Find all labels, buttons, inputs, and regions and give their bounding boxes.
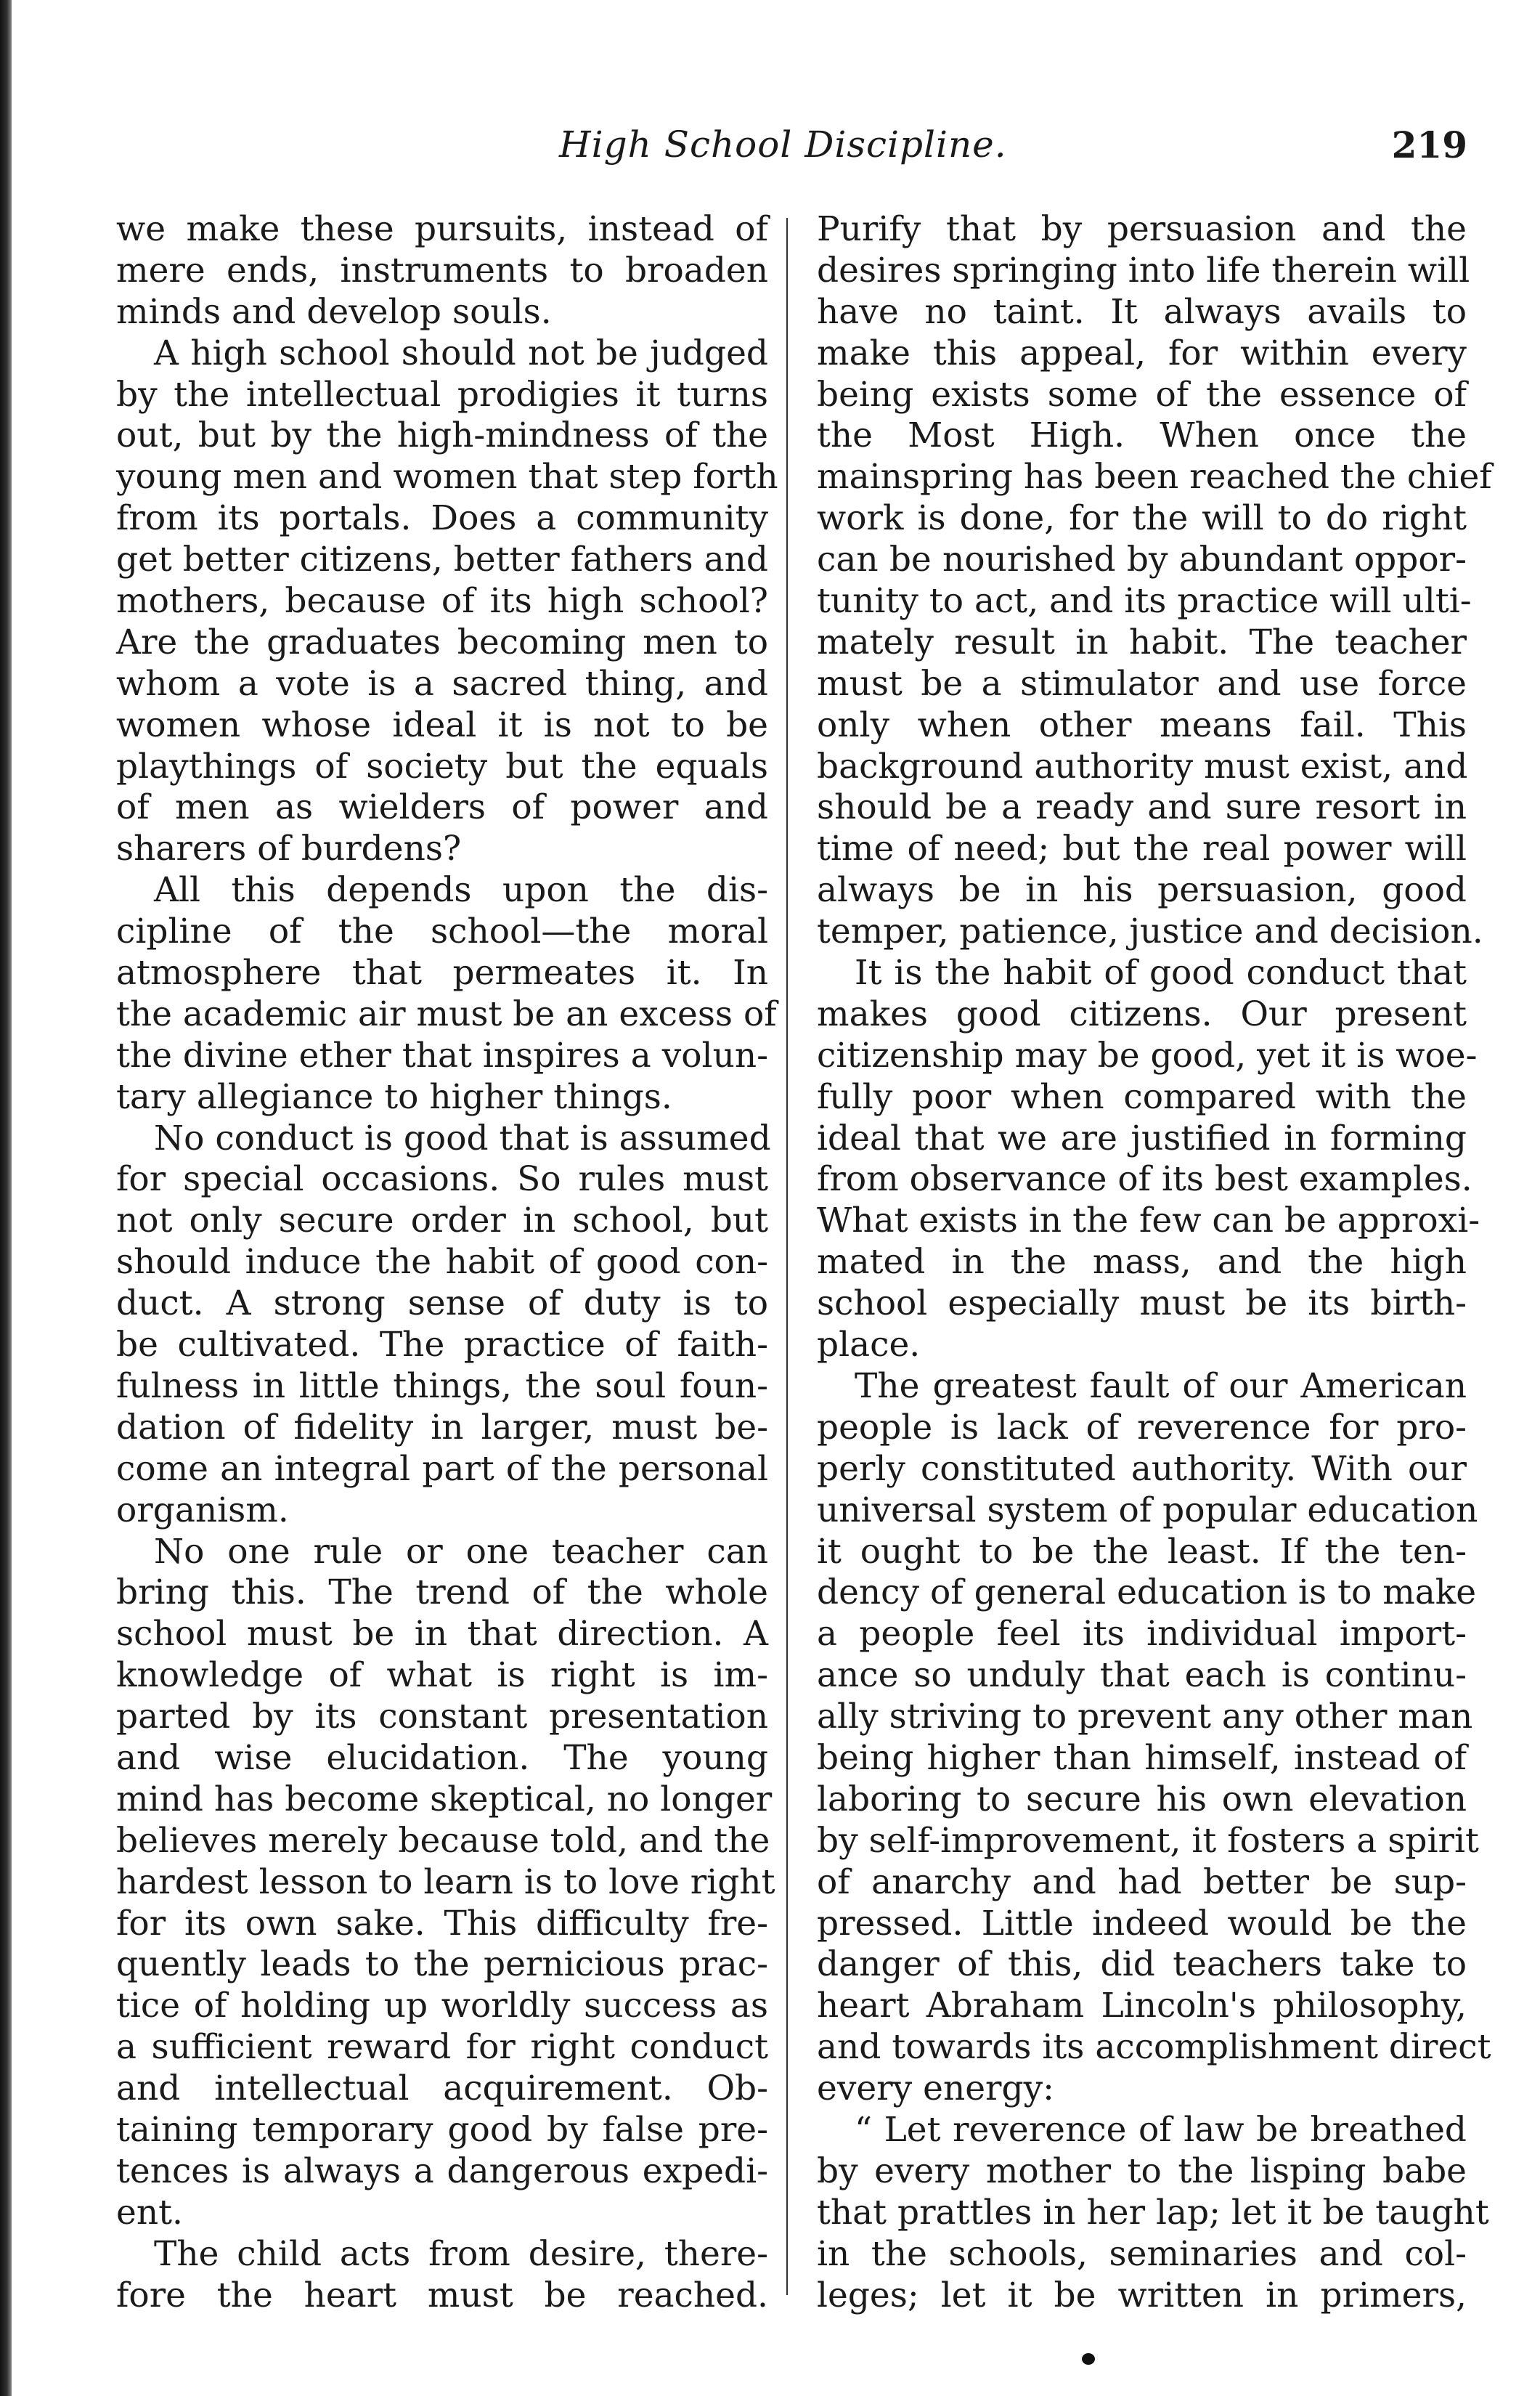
text-line: minds and develop souls.: [116, 291, 552, 332]
text-line: A high school should not be judged: [154, 333, 768, 373]
text-line: tary allegiance to higher things.: [116, 1076, 672, 1117]
text-line: women whose ideal it is not to be: [116, 704, 768, 745]
text-line: the academic air must be an excess of: [116, 994, 777, 1034]
text-line: have no taint. It always avails to: [817, 291, 1467, 332]
text-line: ent.: [116, 2192, 183, 2233]
text-line: No one rule or one teacher can: [154, 1531, 768, 1572]
text-line: the divine ether that inspires a volun-: [116, 1035, 768, 1076]
text-line: being higher than himself, instead of: [817, 1737, 1467, 1778]
page-number: 219: [1391, 123, 1467, 166]
text-line: by every mother to the lisping babe: [817, 2151, 1467, 2191]
text-line: should be a ready and sure resort in: [817, 787, 1467, 828]
text-line: out, but by the high-mindness of the: [116, 415, 768, 456]
text-column-right: [817, 209, 1492, 2316]
text-line: bring this. The trend of the whole: [116, 1572, 768, 1613]
text-line: fore the heart must be reached.: [116, 2275, 768, 2315]
text-line: not only secure order in school, but: [116, 1201, 768, 1241]
text-line: get better citizens, better fathers and: [116, 540, 768, 580]
text-line: tences is always a dangerous expedi-: [116, 2151, 768, 2191]
text-line: danger of this, did teachers take to: [817, 1944, 1467, 1985]
text-line: tunity to act, and its practice will ulti-: [817, 581, 1472, 622]
text-line: desires springing into life therein will: [817, 250, 1470, 291]
text-line: duct. A strong sense of duty is to: [116, 1283, 768, 1324]
text-line: for special occasions. So rules must: [116, 1159, 768, 1200]
text-line: being exists some of the essence of: [817, 374, 1467, 415]
text-line: by self-improvement, it fosters a spirit: [817, 1820, 1479, 1861]
text-line: playthings of society but the equals: [116, 746, 768, 787]
text-line: from its portals. Does a community: [116, 498, 768, 539]
text-line: cipline of the school—the moral: [116, 911, 768, 952]
text-line: “ Let reverence of law be breathed: [855, 2109, 1467, 2150]
text-line: fully poor when compared with the: [817, 1076, 1467, 1117]
text-line: mately result in habit. The teacher: [817, 622, 1467, 662]
text-line: ally striving to prevent any other man: [817, 1697, 1473, 1737]
text-line: It is the habit of good conduct that: [855, 953, 1467, 994]
text-line: hardest lesson to learn is to love right: [116, 1861, 775, 1902]
text-line: young men and women that step forth: [116, 457, 778, 498]
text-line: temper, patience, justice and decision.: [817, 911, 1483, 952]
text-line: Are the graduates becoming men to: [116, 622, 768, 662]
text-line: always be in his persuasion, good: [817, 870, 1467, 911]
text-line: can be nourished by abundant oppor-: [817, 540, 1467, 580]
text-line: for its own sake. This difficulty fre-: [116, 1903, 768, 1944]
text-line: The greatest fault of our American: [855, 1365, 1467, 1406]
text-line: No conduct is good that is assumed: [154, 1118, 771, 1158]
text-line: and intellectual acquirement. Ob-: [116, 2068, 768, 2109]
text-line: should induce the habit of good con-: [116, 1242, 768, 1283]
text-line: perly constituted authority. With our: [817, 1448, 1467, 1489]
text-column-left: [116, 209, 778, 2316]
text-line: Purify that by persuasion and the: [817, 209, 1467, 249]
text-line: only when other means fail. This: [817, 704, 1467, 745]
text-line: dation of fidelity in larger, must be-: [116, 1407, 768, 1447]
text-line: heart Abraham Lincoln's philosophy,: [817, 1986, 1467, 2026]
text-line: of anarchy and had better be sup-: [817, 1861, 1467, 1902]
text-line: ance so unduly that each is continu-: [817, 1655, 1467, 1696]
text-line: every energy:: [817, 2068, 1054, 2109]
text-line: of men as wielders of power and: [116, 787, 768, 828]
text-line: and wise elucidation. The young: [116, 1737, 768, 1778]
text-line: be cultivated. The practice of faith-: [116, 1325, 768, 1365]
running-title: High School Discipline.: [559, 123, 1007, 166]
text-line: work is done, for the will to do right: [817, 498, 1467, 539]
text-line: background authority must exist, and: [817, 746, 1468, 787]
text-line: universal system of popular education: [817, 1490, 1478, 1530]
text-line: that prattles in her lap; let it be taught: [817, 2192, 1489, 2233]
text-line: a people feel its individual import-: [817, 1614, 1467, 1654]
text-line: What exists in the few can be approxi-: [817, 1201, 1480, 1241]
text-line: it ought to be the least. If the ten-: [817, 1531, 1467, 1572]
text-line: tice of holding up worldly success as: [116, 1986, 768, 2026]
text-line: school especially must be its birth-: [817, 1283, 1467, 1324]
text-line: by the intellectual prodigies it turns: [116, 374, 768, 415]
printer-mark: [1082, 2353, 1095, 2365]
text-line: citizenship may be good, yet it is woe-: [817, 1035, 1478, 1076]
text-line: make this appeal, for within every: [817, 333, 1467, 373]
text-line: taining temporary good by false pre-: [116, 2109, 768, 2150]
text-line: All this depends upon the dis-: [154, 870, 768, 911]
text-line: school must be in that direction. A: [116, 1614, 768, 1654]
text-line: pressed. Little indeed would be the: [817, 1903, 1467, 1944]
text-line: from observance of its best examples.: [817, 1159, 1472, 1200]
text-line: leges; let it be written in primers,: [817, 2275, 1467, 2315]
text-line: mated in the mass, and the high: [817, 1242, 1467, 1283]
text-line: makes good citizens. Our present: [817, 994, 1467, 1034]
text-line: mainspring has been reached the chief: [817, 457, 1492, 498]
text-line: in the schools, seminaries and col-: [817, 2233, 1467, 2274]
text-line: come an integral part of the personal: [116, 1448, 768, 1489]
text-line: place.: [817, 1325, 921, 1365]
text-line: time of need; but the real power will: [817, 829, 1467, 869]
text-line: quently leads to the pernicious prac-: [116, 1944, 768, 1985]
text-line: fulness in little things, the soul foun-: [116, 1365, 768, 1406]
text-line: believes merely because told, and the: [116, 1820, 770, 1861]
book-spine-edge: [0, 0, 12, 2396]
text-line: mind has become skeptical, no longer: [116, 1779, 773, 1819]
text-line: mothers, because of its high school?: [116, 581, 768, 622]
text-line: a sufficient reward for right conduct: [116, 2027, 768, 2068]
text-line: we make these pursuits, instead of: [116, 209, 768, 249]
text-line: the Most High. When once the: [817, 415, 1467, 456]
text-line: and towards its accomplishment direct: [817, 2027, 1491, 2068]
text-line: must be a stimulator and use force: [817, 663, 1467, 704]
column-divider: [786, 218, 788, 2295]
text-line: atmosphere that permeates it. In: [116, 953, 768, 994]
text-line: mere ends, instruments to broaden: [116, 250, 768, 291]
text-line: parted by its constant presentation: [116, 1697, 768, 1737]
text-line: laboring to secure his own elevation: [817, 1779, 1467, 1819]
text-line: dency of general education is to make: [817, 1572, 1477, 1613]
text-line: The child acts from desire, there-: [154, 2233, 768, 2274]
text-line: knowledge of what is right is im-: [116, 1655, 768, 1696]
text-line: people is lack of reverence for pro-: [817, 1407, 1467, 1447]
text-line: ideal that we are justified in forming: [817, 1118, 1467, 1158]
text-line: sharers of burdens?: [116, 829, 462, 869]
text-line: whom a vote is a sacred thing, and: [116, 663, 768, 704]
text-line: organism.: [116, 1490, 289, 1530]
